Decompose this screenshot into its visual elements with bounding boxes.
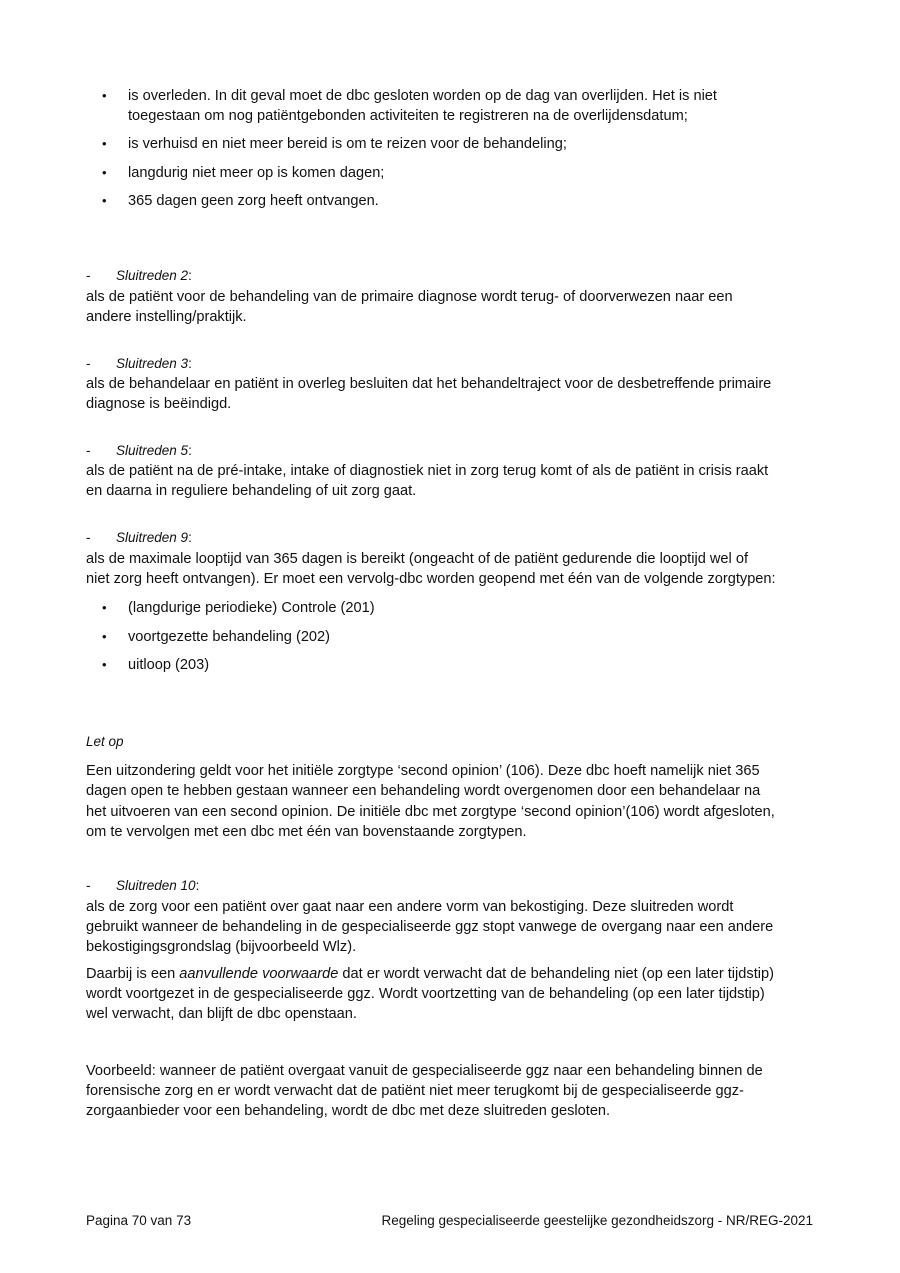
section-heading [86,441,192,461]
colon: : [188,356,192,371]
paragraph-line [86,964,774,984]
paragraph-line: andere instelling/praktijk. [86,309,247,325]
paragraph-line: als de patiënt voor de behandeling van de primaire diagnose wordt terug- of doorverwezen naar een [86,289,733,305]
paragraph-line: wordt voortgezet in de gespecialiseerde ggz. Wordt voortzetting van de behandeling (op een later tijdstip) [86,986,765,1002]
list-item [102,134,567,154]
section-heading-text: Sluitreden 10 [116,878,196,893]
paragraph-line: zorgaanbieder voor een behandeling, wordt de dbc met deze sluitreden gesloten. [86,1103,611,1119]
bullet-icon: • [102,136,107,151]
paragraph-line: en daarna in reguliere behandeling of uit zorg gaat. [86,483,417,499]
paragraph-line: forensische zorg en er wordt verwacht dat de patiënt niet meer terugkomt bij de gespecialiseerde ggz- [86,1083,744,1099]
paragraph-line: als de zorg voor een patiënt over gaat naar een andere vorm van bekostiging. Deze sluitreden wordt [86,899,734,915]
paragraph-line: om te vervolgen met een dbc met één van bovenstaande zorgtypen. [86,824,527,840]
list-item-text: langdurig niet meer op is komen dagen; [128,165,385,181]
paragraph-line: Voorbeeld: wanneer de patiënt overgaat vanuit de gespecialiseerde ggz naar een behandeling binnen de [86,1063,763,1079]
colon: : [188,268,192,283]
colon: : [188,530,192,545]
paragraph-line: het uitvoeren van een second opinion. De initiële dbc met zorgtype ‘second opinion’(106) wordt afgesloten, [86,804,775,820]
section-heading [86,266,192,286]
list-item [102,598,375,618]
paragraph-line: wel verwacht, dan blijft de dbc openstaan. [86,1006,357,1022]
note-heading: Let op [86,734,124,749]
list-item-text: uitloop (203) [128,657,210,673]
bullet-icon: • [102,629,107,644]
bullet-icon: • [102,165,107,180]
paragraph-line: dagen open te hebben gestaan wanneer een behandeling wordt overgenomen door een behandelaar na [86,783,761,799]
dash-marker: - [86,443,91,458]
list-item-continuation: toegestaan om nog patiëntgebonden activiteiten te registreren na de overlijdensdatum; [128,108,688,124]
section-heading [86,528,192,548]
dash-marker: - [86,268,91,283]
section-heading-text: Sluitreden 2 [116,268,189,283]
bullet-icon: • [102,88,107,103]
emphasis-text: aanvullende voorwaarde [179,966,339,982]
text-run: Daarbij is een [86,966,180,982]
paragraph-line: als de behandelaar en patiënt in overleg besluiten dat het behandeltraject voor de desbetreffende primaire [86,376,772,392]
list-item-text: (langdurige periodieke) Controle (201) [128,600,375,616]
paragraph-line: niet zorg heeft ontvangen). Er moet een vervolg-dbc worden geopend met één van de volgende zorgtypen: [86,571,776,587]
dash-marker: - [86,356,91,371]
section-heading [86,354,192,374]
paragraph-line: Een uitzondering geldt voor het initiële zorgtype ‘second opinion’ (106). Deze dbc hoeft namelijk niet 365 [86,763,760,779]
list-item [102,163,384,183]
colon: : [188,443,192,458]
bullet-icon: • [102,193,107,208]
list-item-text: 365 dagen geen zorg heeft ontvangen. [128,193,379,209]
paragraph-line: als de maximale looptijd van 365 dagen is bereikt (ongeacht of de patiënt gedurende die looptijd wel of [86,551,749,567]
list-item [102,627,330,647]
list-item-text: is verhuisd en niet meer bereid is om te reizen voor de behandeling; [128,136,567,152]
section-heading-text: Sluitreden 5 [116,443,189,458]
paragraph-line: bekostigingsgrondslag (bijvoorbeeld Wlz). [86,939,357,955]
list-item-text: voortgezette behandeling (202) [128,629,331,645]
colon: : [195,878,200,893]
bullet-icon: • [102,600,107,615]
list-item [102,655,209,675]
paragraph-line: diagnose is beëindigd. [86,396,232,412]
bullet-icon: • [102,657,107,672]
section-heading-text: Sluitreden 9 [116,530,189,545]
document-title: Regeling gespecialiseerde geestelijke gezondheidszorg - NR/REG-2021 [381,1213,813,1228]
list-item-text: is overleden. In dit geval moet de dbc gesloten worden op de dag van overlijden. Het is niet [128,88,717,104]
text-run: dat er wordt verwacht dat de behandeling niet (op een later tijdstip) [338,966,774,982]
paragraph-line: gebruikt wanneer de behandeling in de gespecialiseerde ggz stopt vanwege de overgang naar een andere [86,919,774,935]
section-heading-text: Sluitreden 3 [116,356,189,371]
section-heading [86,876,199,896]
page-number: Pagina 70 van 73 [86,1213,192,1228]
dash-marker: - [86,878,91,893]
dash-marker: - [86,530,91,545]
paragraph-line: als de patiënt na de pré-intake, intake of diagnostiek niet in zorg terug komt of als de patiënt in crisis raakt [86,463,769,479]
list-item [102,191,379,211]
list-item [102,86,717,106]
